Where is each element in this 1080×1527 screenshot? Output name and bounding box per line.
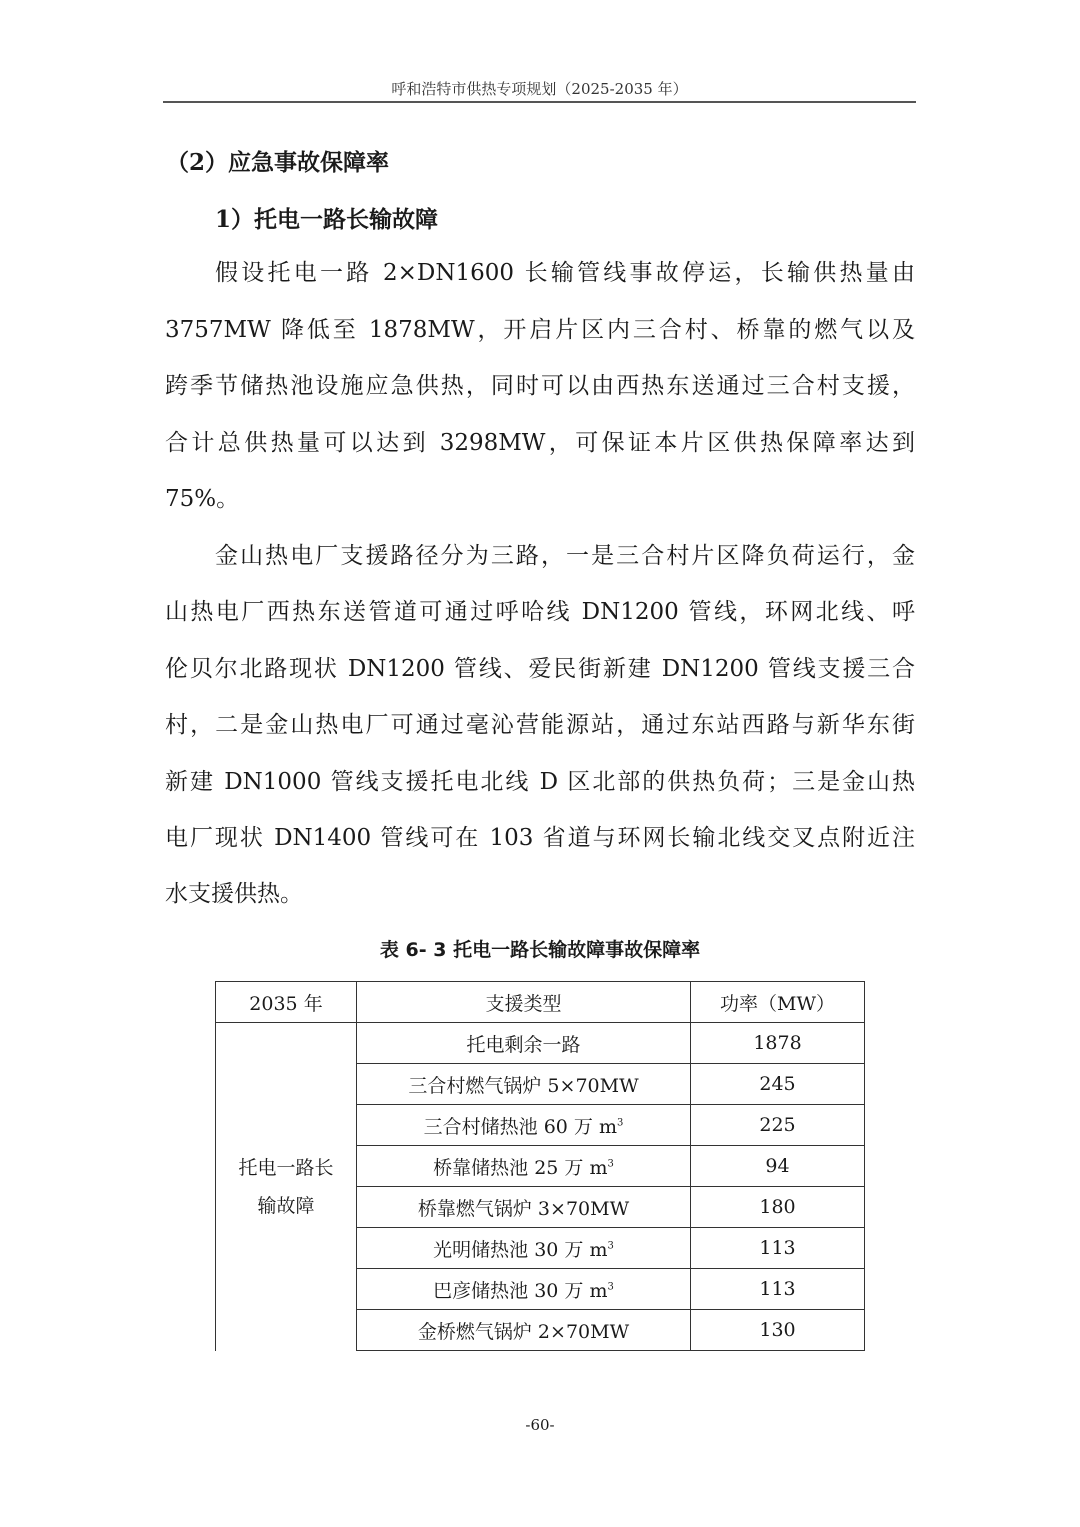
header-cell: 支援类型	[357, 982, 691, 1023]
running-header: 呼和浩特市供热专项规划（2025-2035 年）	[391, 80, 688, 98]
table-row	[216, 1023, 865, 1064]
table-caption: 表 6- 3 托电一路长输故障事故保障率	[379, 939, 701, 961]
text-line: 电厂现状 DN1400 管线可在 103 省道与环网长输北线交叉点附近注	[165, 825, 915, 851]
support-type-text: 托电剩余一路	[466, 1033, 581, 1056]
group-label-line: 输故障	[257, 1194, 315, 1217]
support-type-cell	[357, 1269, 691, 1310]
text-line: 新建 DN1000 管线支援托电北线 D 区北部的供热负荷；三是金山热	[165, 769, 915, 795]
power-cell: 245	[691, 1064, 865, 1105]
group-label-cell	[216, 1023, 357, 1351]
support-type-cell	[357, 1187, 691, 1228]
support-type-cell	[357, 1023, 691, 1064]
header-cell: 2035 年	[216, 982, 357, 1023]
power-cell: 225	[691, 1105, 865, 1146]
support-table	[215, 981, 865, 1351]
text-line: 75%。	[165, 486, 240, 512]
support-type-cell	[357, 1105, 691, 1146]
text-line: 3757MW 降低至 1878MW，开启片区内三合村、桥靠的燃气以及	[165, 317, 915, 343]
page-number: -60-	[525, 1416, 555, 1434]
header-cell: 功率（MW）	[691, 982, 865, 1023]
support-type-text: 三合村储热池 60 万 m	[423, 1115, 617, 1138]
superscript: 3	[607, 1281, 614, 1293]
support-type-text: 桥靠储热池 25 万 m	[433, 1156, 608, 1179]
text-line: 山热电厂西热东送管道可通过呼哈线 DN1200 管线，环网北线、呼	[165, 599, 915, 625]
superscript: 3	[607, 1240, 614, 1252]
superscript: 3	[616, 1117, 624, 1129]
superscript: 3	[607, 1158, 614, 1170]
support-type-cell	[357, 1146, 691, 1187]
text-line: 跨季节储热池设施应急供热，同时可以由西热东送通过三合村支援，	[165, 373, 915, 399]
support-type-text: 金桥燃气锅炉 2×70MW	[417, 1320, 630, 1343]
support-type-text: 三合村燃气锅炉 5×70MW	[408, 1074, 639, 1097]
support-type-cell	[357, 1310, 691, 1351]
power-cell: 113	[691, 1228, 865, 1269]
text-line: 伦贝尔北路现状 DN1200 管线、爱民街新建 DN1200 管线支援三合	[165, 656, 915, 682]
power-cell: 1878	[691, 1023, 865, 1064]
text-line: 假设托电一路 2×DN1600 长输管线事故停运，长输供热量由	[215, 260, 915, 286]
table-header-row	[216, 982, 865, 1023]
support-type-cell	[357, 1228, 691, 1269]
power-cell: 94	[691, 1146, 865, 1187]
support-type-text: 光明储热池 30 万 m	[433, 1238, 608, 1261]
header-divider	[163, 101, 916, 103]
text-line: 合计总供热量可以达到 3298MW，可保证本片区供热保障率达到	[165, 430, 915, 456]
support-type-text: 巴彦储热池 30 万 m	[433, 1279, 608, 1302]
text-line: 水支援供热。	[165, 881, 303, 907]
text-line: 村，二是金山热电厂可通过毫沁营能源站，通过东站西路与新华东街	[165, 712, 915, 738]
group-label-line: 托电一路长	[238, 1156, 334, 1179]
section-heading: （2）应急事故保障率	[166, 149, 390, 176]
power-cell: 130	[691, 1310, 865, 1351]
power-cell: 113	[691, 1269, 865, 1310]
text-line: 金山热电厂支援路径分为三路，一是三合村片区降负荷运行，金	[215, 543, 915, 569]
support-type-cell	[357, 1064, 691, 1105]
power-cell: 180	[691, 1187, 865, 1228]
support-type-text: 桥靠燃气锅炉 3×70MW	[417, 1197, 630, 1220]
subsection-heading: 1）托电一路长输故障	[215, 206, 439, 233]
